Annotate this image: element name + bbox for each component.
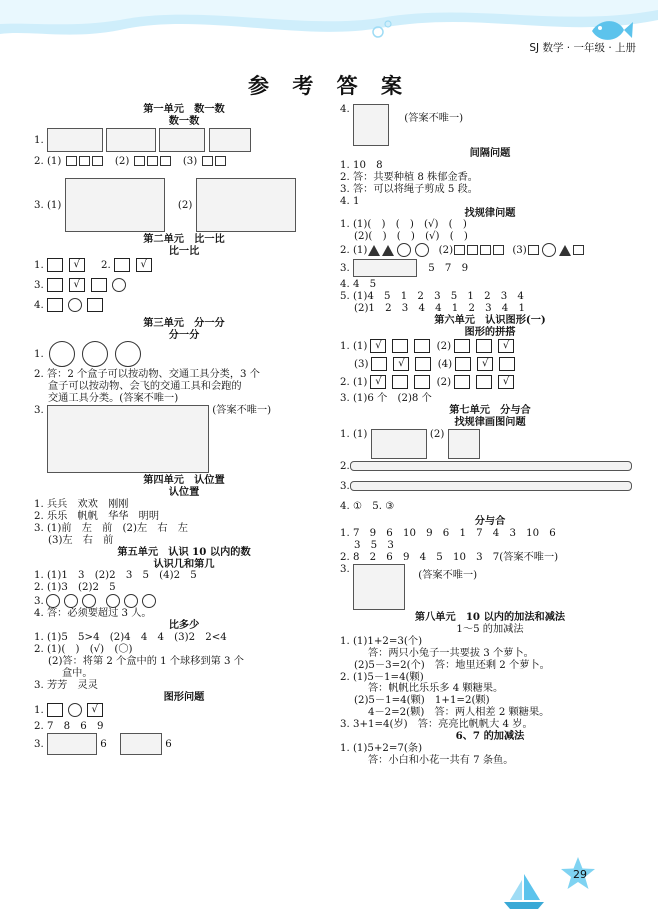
section-heading: 1～5 的加减法	[456, 623, 524, 635]
dot-table-1	[65, 178, 165, 232]
counting-picture-2	[106, 128, 156, 152]
unit2-title: 第二单元 比一比	[143, 232, 225, 245]
square-shape	[528, 245, 539, 255]
answer-text: 2. 答：2 个盒子可以按动物、交通工具分类，3 个	[34, 369, 260, 381]
sorting-tree-diagram	[47, 405, 209, 473]
answer-text: 4－2=2(颗) 答：两人相差 2 颗糖果。	[368, 707, 550, 719]
answer-text: 3 5 3	[354, 540, 394, 552]
circle-shape	[415, 243, 429, 257]
bead-string-1	[350, 461, 632, 471]
circle-shape	[68, 298, 82, 312]
answer-text: 1. 10 8	[340, 159, 383, 171]
answer-text: 3. (1)	[34, 199, 62, 211]
bead-string-2	[350, 481, 632, 491]
unit4-subtitle: 认位置	[168, 486, 200, 499]
triangle-shape	[368, 245, 380, 256]
circle-shape	[46, 594, 60, 608]
shape-figure-1	[47, 733, 97, 755]
answer-text: (2)5－3=2(个) 答：地里还剩 2 个萝卜。	[354, 659, 550, 671]
answer-row	[340, 461, 640, 481]
answer-text: 2. (1)( ) (√) (〇)	[34, 643, 133, 655]
unit4-title: 第四单元 认位置	[143, 474, 225, 487]
answer-text: 3. 答：可以将绳子剪成 5 段。	[340, 183, 478, 195]
answer-text: 3.	[34, 739, 44, 751]
answer-text: 答：两只小兔子一共要拔 3 个萝卜。	[368, 647, 534, 659]
answer-text: (2)	[177, 199, 193, 211]
section-heading: 找规律问题	[464, 206, 516, 219]
answer-text: (2)	[436, 376, 452, 388]
square-shape	[215, 156, 226, 166]
answer-text: 1. (1)5 5>4 (2)4 4 4 (3)2 2<4	[34, 632, 227, 644]
answer-box	[414, 375, 430, 389]
answer-row	[34, 703, 334, 721]
counting-picture-3	[159, 128, 205, 152]
right-column	[340, 104, 640, 767]
answer-text: 4. 1	[340, 195, 360, 207]
answer-text: 5 7 9	[428, 263, 469, 275]
answer-text: (答案不唯一)	[404, 113, 464, 124]
answer-text: √	[69, 258, 85, 272]
answer-row	[340, 259, 640, 279]
answer-box	[476, 375, 492, 389]
answer-text: 1. (1)	[340, 340, 368, 352]
circle-shape	[68, 703, 82, 717]
answer-text: √	[87, 703, 103, 717]
answer-text: (2)	[438, 245, 454, 257]
unit5-subtitle: 认识几和第几	[153, 557, 215, 570]
answer-box	[414, 339, 430, 353]
answer-text: 1. (1)	[340, 428, 368, 440]
answer-text: (2)	[429, 428, 445, 440]
section-heading: 6、7 的加减法	[455, 730, 525, 743]
section-heading: 图形的拼搭	[464, 325, 516, 338]
answer-text: √	[136, 258, 152, 272]
answer-row	[340, 339, 640, 357]
answer-text: 6	[165, 739, 172, 751]
answer-row	[340, 375, 640, 393]
answer-text: √	[498, 375, 514, 389]
answer-box	[47, 278, 63, 292]
pyramid-figure	[371, 429, 427, 459]
answer-row	[340, 357, 640, 375]
section-heading: 第六单元 认识图形(一)	[434, 313, 546, 326]
answer-box	[454, 375, 470, 389]
answer-text: 答：帆帆比乐乐多 4 颗糖果。	[368, 683, 504, 695]
triangle-pattern	[353, 259, 417, 277]
answer-text: 1.	[34, 349, 44, 361]
square-shape	[134, 156, 145, 166]
grid-figure	[353, 104, 389, 146]
answer-text: 3. (1)前 左 前 (2)左 右 左	[34, 522, 188, 534]
answer-text: √	[370, 339, 386, 353]
unit2-subtitle: 比一比	[168, 244, 200, 257]
answer-text: 2. 答：共要种植 8 株郁金香。	[340, 171, 478, 183]
unit5-subtitle-2: 比多少	[168, 619, 200, 632]
answer-text: 3.	[340, 263, 350, 275]
circle-shape	[112, 278, 126, 292]
section-heading: 分与合	[474, 515, 506, 528]
square-shape	[160, 156, 171, 166]
circle-shape	[49, 341, 75, 367]
square-shape	[493, 245, 504, 255]
answer-row	[34, 298, 334, 318]
answer-text: 2. 乐乐 帆帆 华华 明明	[34, 510, 160, 522]
answer-text: 6	[100, 739, 107, 751]
circle-shape	[397, 243, 411, 257]
answer-text: 2. (1)3 (2)2 5	[34, 582, 116, 594]
boat-icon	[500, 870, 548, 910]
answer-box	[47, 298, 63, 312]
shape-figure-2	[120, 733, 162, 755]
square-shape	[454, 245, 465, 255]
answer-row	[34, 733, 334, 757]
answer-text: 4.	[340, 104, 350, 115]
unit1-title: 第一单元 数一数	[143, 103, 225, 115]
square-shape	[467, 245, 478, 255]
circle-shape	[124, 594, 138, 608]
answer-text: 2. 7 8 6 9	[34, 721, 104, 733]
page-number: 29	[573, 868, 587, 881]
answer-text: 2.	[100, 259, 111, 271]
square-shape	[147, 156, 158, 166]
circle-shape	[82, 341, 108, 367]
answer-text: (3)	[182, 155, 198, 167]
answer-text: 盒子可以按动物、会飞的交通工具和会跑的	[48, 381, 242, 393]
answer-text: 盒中。	[62, 667, 93, 679]
answer-text: (3)左 右 前	[48, 534, 114, 546]
square-shape	[480, 245, 491, 255]
answer-text: (3)	[512, 245, 527, 257]
answer-text: 1. 兵兵 欢欢 刚刚	[34, 498, 129, 510]
section-heading: 第七单元 分与合	[449, 403, 531, 416]
answer-text: 4.	[34, 299, 44, 311]
circle-shape	[82, 594, 96, 608]
answer-box	[47, 703, 63, 717]
answer-text: 1. (1)( ) ( ) (√) ( )	[340, 219, 467, 231]
unit3-subtitle: 分一分	[168, 328, 200, 341]
answer-text: 答：小白和小花一共有 7 条鱼。	[368, 754, 514, 766]
answer-text: √	[498, 339, 514, 353]
answer-text: 1.	[34, 705, 44, 717]
answer-box	[91, 278, 107, 292]
answer-text: (2)1 2 3 4 4 1 2 3 4 1	[354, 303, 525, 315]
answer-row	[34, 405, 334, 475]
answer-text: 5. (1)4 5 1 2 3 5 1 2 3 4	[340, 291, 524, 303]
answer-text: 1.	[34, 259, 44, 271]
answer-row	[340, 481, 640, 501]
answer-row	[340, 564, 640, 612]
answer-row	[34, 178, 334, 234]
answer-text: (3)	[354, 358, 369, 370]
answer-text: 3. 3+1=4(岁) 答：亮亮比帆帆大 4 岁。	[340, 719, 533, 731]
answer-text: 4. 答：必须要超过 3 人。	[34, 608, 152, 620]
answer-text: 1. (1)1+2=3(个)	[340, 635, 423, 647]
answer-text: 3. 芳芳 灵灵	[34, 679, 98, 691]
answer-text: 3.	[340, 564, 350, 576]
triangle-shape	[382, 245, 394, 256]
answer-box	[455, 357, 471, 371]
answer-box	[47, 258, 63, 272]
dot-table-2	[196, 178, 296, 232]
square-shape	[66, 156, 77, 166]
answer-text: √	[370, 375, 386, 389]
answer-text: 2. (1)	[34, 155, 62, 167]
square-shape	[573, 245, 584, 255]
answer-text: 3.	[34, 596, 44, 608]
answer-text: 1. 7 9 6 10 9 6 1 7 4 3 10 6	[340, 528, 556, 540]
answer-box	[371, 357, 387, 371]
circle-shape	[106, 594, 120, 608]
unit5-subtitle-3: 图形问题	[163, 690, 205, 703]
answer-text: 2. (1)	[340, 376, 368, 388]
answer-row	[34, 278, 334, 298]
answer-text: 1.	[34, 134, 44, 146]
answer-text: √	[69, 278, 85, 292]
answer-box	[476, 339, 492, 353]
answer-text: 1. (1)5+2=7(条)	[340, 743, 423, 754]
unit3-title: 第三单元 分一分	[143, 316, 225, 329]
answer-text: 4. 4 5	[340, 279, 377, 291]
answer-text: (2)( ) ( ) (√) ( )	[354, 231, 468, 243]
triangle-shape	[559, 245, 571, 256]
answer-row	[340, 243, 640, 259]
answer-row	[34, 156, 334, 178]
answer-box	[454, 339, 470, 353]
answer-box	[392, 375, 408, 389]
answer-row	[34, 341, 334, 369]
answer-text: √	[393, 357, 409, 371]
answer-text: 1. (1)1 3 (2)2 3 5 (4)2 5	[34, 570, 197, 582]
section-heading: 间隔问题	[469, 147, 511, 159]
answer-text: (答案不唯一)	[418, 570, 478, 582]
answer-text: (2)答：将第 2 个盒中的 1 个球移到第 3 个	[48, 655, 244, 667]
answer-box	[114, 258, 130, 272]
answer-box	[415, 357, 431, 371]
circle-shape	[542, 243, 556, 257]
answer-text: (2)	[436, 340, 452, 352]
answer-text: 4. ① 5. ③	[340, 500, 395, 512]
answer-text: 3.	[34, 405, 44, 417]
crossed-box-figure	[448, 429, 480, 459]
answer-box	[392, 339, 408, 353]
square-shape	[202, 156, 213, 166]
page-title: 参 考 答 案	[248, 73, 410, 98]
answer-text: 2. (1)5－1=4(颗)	[340, 671, 424, 683]
counting-picture-4	[209, 128, 251, 152]
answer-text: (2)5－1=4(颗) 1+1=2(颗)	[354, 695, 490, 707]
answer-text: 2. 8 2 6 9 4 5 10 3 7(答案不唯一)	[340, 552, 559, 564]
counting-picture-1	[47, 128, 103, 152]
answer-text: 2.	[340, 460, 350, 472]
unit5-title: 第五单元 认识 10 以内的数	[117, 545, 251, 558]
answer-text: (4)	[437, 358, 453, 370]
section-heading: 找规律画图问题	[454, 415, 526, 428]
answer-row	[34, 128, 334, 156]
circle-shape	[142, 594, 156, 608]
answer-box	[87, 298, 103, 312]
division-figure	[353, 564, 405, 610]
square-shape	[79, 156, 90, 166]
section-heading: 第八单元 10 以内的加法和减法	[414, 611, 566, 624]
square-shape	[92, 156, 103, 166]
circle-shape	[115, 341, 141, 367]
answer-text: (答案不唯一)	[212, 405, 272, 417]
answer-text: 2. (1)	[340, 245, 368, 257]
answer-text: 3.	[340, 480, 350, 492]
circle-shape	[64, 594, 78, 608]
answer-row	[340, 429, 640, 461]
unit1-subtitle: 数一数	[168, 114, 200, 127]
answer-row	[34, 258, 334, 278]
answer-row	[340, 104, 640, 148]
answer-text: 交通工具分类。(答案不唯一)	[48, 393, 179, 405]
answer-box	[499, 357, 515, 371]
answer-text: 3.	[34, 279, 44, 291]
answer-row	[34, 594, 334, 608]
left-column	[34, 104, 334, 757]
answer-text: √	[477, 357, 493, 371]
book-series-label: SJ 数学 · 一年级 · 上册	[529, 42, 636, 54]
answer-text: 3. (1)6 个 (2)8 个	[340, 392, 432, 404]
answer-text: (2)	[114, 155, 130, 167]
